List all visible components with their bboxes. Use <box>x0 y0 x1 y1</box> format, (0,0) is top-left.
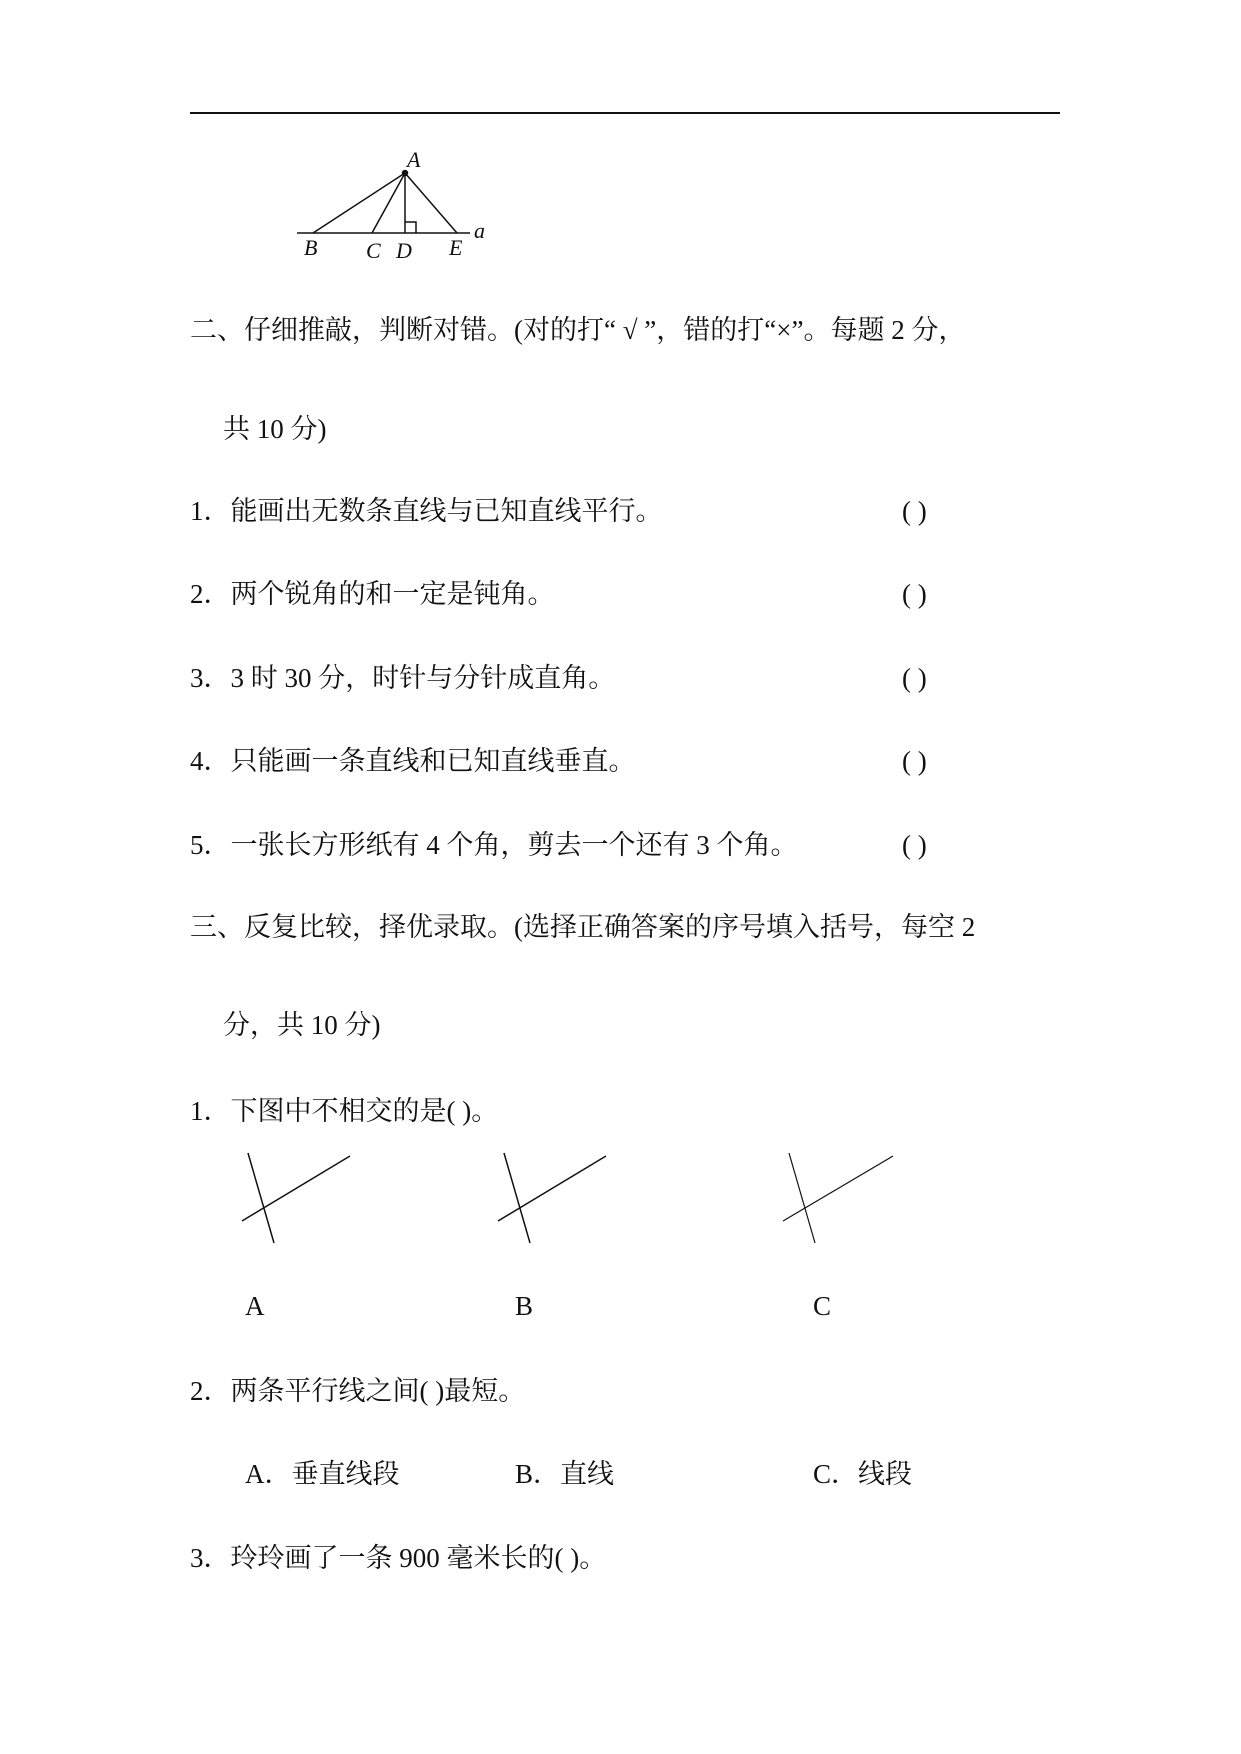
label-d: D <box>396 238 412 263</box>
choice-question-2: 2．两条平行线之间( )最短。 <box>190 1376 526 1406</box>
section3-title: 三、反复比较，择优录取。(选择正确答案的序号填入括号，每空 2 <box>190 912 976 942</box>
section2-title: 二、仔细推敲，判断对错。(对的打“ √ ”，错的打“×”。每题 2 分， <box>190 315 966 345</box>
section2-title-cont: 共 10 分) <box>223 414 327 444</box>
answer-paren-3[interactable]: ( ) <box>902 663 927 693</box>
label-line-a: a <box>474 218 485 243</box>
choice-question-3: 3．玲玲画了一条 900 毫米长的( )。 <box>190 1543 607 1573</box>
q2-option-c[interactable]: C．线段 <box>813 1459 913 1489</box>
figure-option-c[interactable]: C <box>813 1291 832 1321</box>
judge-item-3: 3．3 时 30 分，时针与分针成直角。 <box>190 663 616 693</box>
q2-option-b[interactable]: B．直线 <box>515 1459 615 1489</box>
segment-ac <box>372 173 405 233</box>
right-angle-mark <box>405 222 416 233</box>
crossing-lines-a <box>242 1153 350 1243</box>
crossing-lines-c <box>783 1153 893 1243</box>
segment-ab <box>313 173 405 233</box>
q2-option-a[interactable]: A．垂直线段 <box>245 1459 400 1489</box>
answer-paren-5[interactable]: ( ) <box>902 830 927 860</box>
label-e: E <box>449 235 463 260</box>
segment-ae <box>405 173 457 233</box>
section3-title-cont: 分，共 10 分) <box>223 1010 381 1040</box>
answer-paren-2[interactable]: ( ) <box>902 579 927 609</box>
label-a: A <box>407 147 421 172</box>
judge-item-5: 5．一张长方形纸有 4 个角，剪去一个还有 3 个角。 <box>190 830 798 860</box>
choice-question-1: 1．下图中不相交的是( )。 <box>190 1096 499 1126</box>
answer-paren-1[interactable]: ( ) <box>902 496 927 526</box>
figure-option-b[interactable]: B <box>515 1291 534 1321</box>
judge-item-4: 4．只能画一条直线和已知直线垂直。 <box>190 746 636 776</box>
label-b: B <box>304 235 318 260</box>
judge-item-1: 1．能画出无数条直线与已知直线平行。 <box>190 496 663 526</box>
crossing-lines-b <box>498 1153 606 1243</box>
judge-item-2: 2．两个锐角的和一定是钝角。 <box>190 579 555 609</box>
figure-option-a[interactable]: A <box>245 1291 265 1321</box>
label-c: C <box>366 238 381 263</box>
answer-paren-4[interactable]: ( ) <box>902 746 927 776</box>
perpendicular-figure <box>297 171 470 234</box>
